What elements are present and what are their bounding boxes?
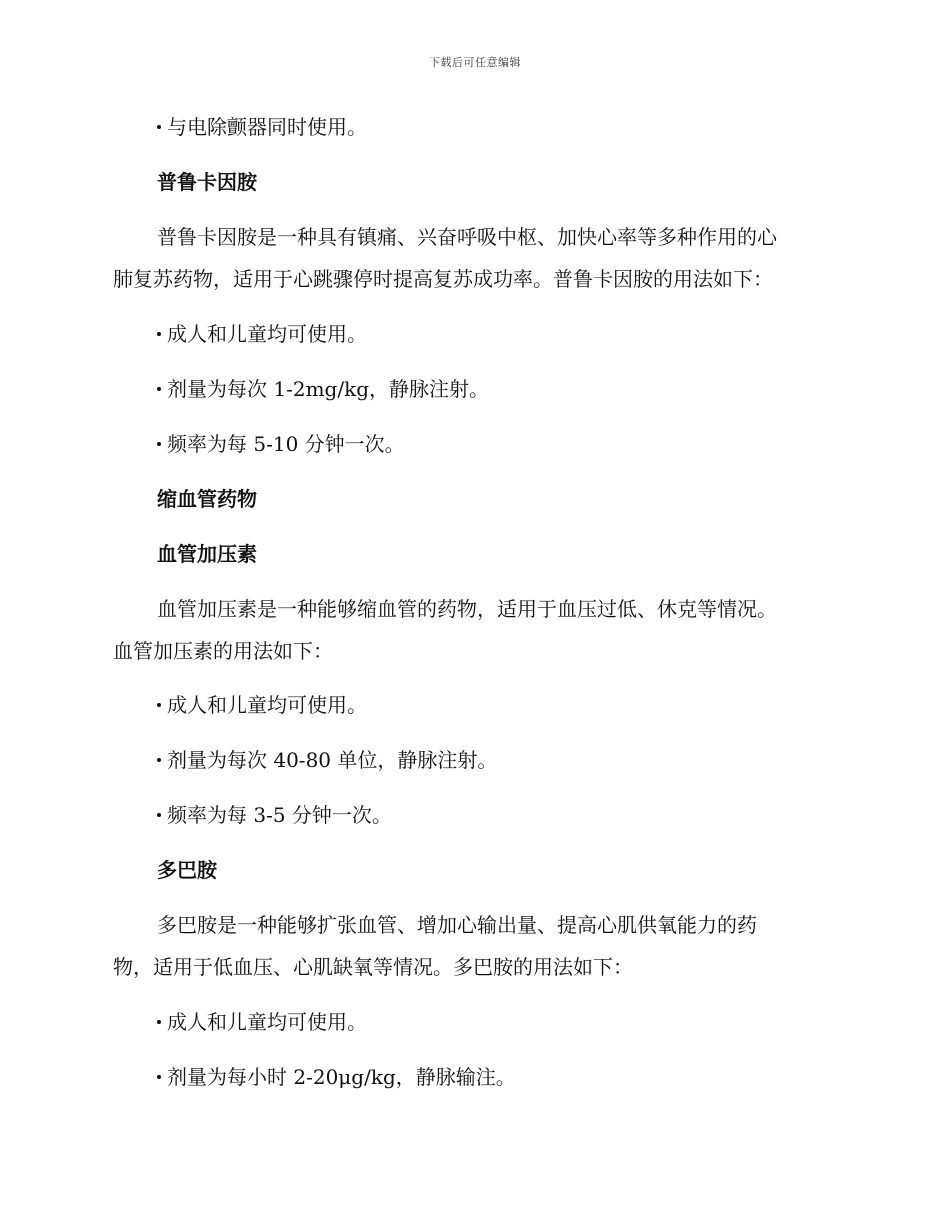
section-heading: 缩血管药物 xyxy=(157,487,257,511)
bullet-icon xyxy=(157,813,161,817)
bullet-item: 成人和儿童均可使用。 xyxy=(157,320,367,348)
bullet-item: 频率为每 3-5 分钟一次。 xyxy=(157,801,392,829)
paragraph-line: 血管加压素的用法如下： xyxy=(113,639,333,663)
section-heading: 血管加压素 xyxy=(157,542,257,566)
bullet-icon xyxy=(157,758,161,762)
paragraph-line: 血管加压素是一种能够缩血管的药物，适用于血压过低、休克等情况。 xyxy=(157,597,777,621)
bullet-item: 剂量为每小时 2-20μg/kg，静脉输注。 xyxy=(157,1063,516,1091)
bullet-icon xyxy=(157,387,161,391)
bullet-item: 成人和儿童均可使用。 xyxy=(157,691,367,719)
bullet-icon xyxy=(157,1020,161,1024)
section-heading: 普鲁卡因胺 xyxy=(157,170,257,194)
section-heading: 多巴胺 xyxy=(157,858,217,882)
page-header: 下载后可任意编辑 xyxy=(429,56,521,69)
bullet-item: 频率为每 5-10 分钟一次。 xyxy=(157,430,405,458)
bullet-icon xyxy=(157,1075,161,1079)
bullet-icon xyxy=(157,332,161,336)
bullet-item: 剂量为每次 40-80 单位，静脉注射。 xyxy=(157,746,497,774)
paragraph-line: 多巴胺是一种能够扩张血管、增加心输出量、提高心肌供氧能力的药 xyxy=(157,913,757,937)
paragraph-line: 普鲁卡因胺是一种具有镇痛、兴奋呼吸中枢、加快心率等多种作用的心 xyxy=(157,225,777,249)
bullet-item: 成人和儿童均可使用。 xyxy=(157,1008,367,1036)
paragraph-line: 物，适用于低血压、心肌缺氧等情况。多巴胺的用法如下： xyxy=(113,955,633,979)
bullet-icon xyxy=(157,442,161,446)
bullet-icon xyxy=(157,125,161,129)
bullet-item: 剂量为每次 1-2mg/kg，静脉注射。 xyxy=(157,375,489,403)
bullet-icon xyxy=(157,703,161,707)
paragraph-line: 肺复苏药物，适用于心跳骤停时提高复苏成功率。普鲁卡因胺的用法如下： xyxy=(113,267,773,291)
bullet-item: 与电除颤器同时使用。 xyxy=(157,113,367,141)
